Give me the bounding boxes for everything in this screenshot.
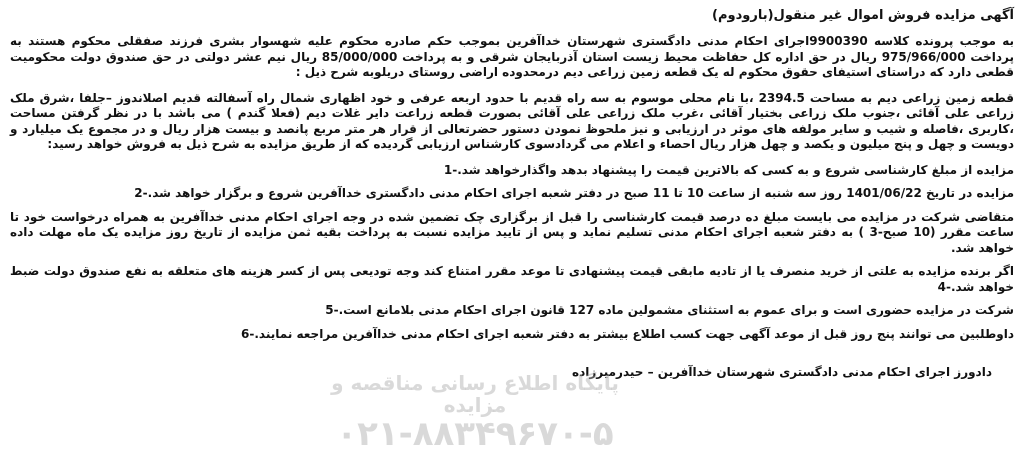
clause-5: شرکت در مزایده حضوری است و برای عموم به استثنای مشمولین ماده 127 قانون اجرای احکام مدنی بلامانع است.-5 <box>325 303 1014 317</box>
property-description: قطعه زمین زراعی دیم به مساحت 2394.5 ،با نام محلی موسوم به سه راه قدیم با حدود اربعه عرفی و خود اظهاری شمال راه آسفالته قدیم اصلاندوز –جلفا ،شرق ملک زراعی علی آقائی ،جنوب ملک زراعی بختیار آقائی ،غرب ملک زراعی علی آقائی بصورت قطعه زراعت دایر غلات دیم (فعلا گندم ) می باشد با در نظر گرفتن مساحت ،کاربری ،فاصله و شیب و سایر مولفه های موثر در ارزیابی و نیز ملحوظ نمودن دستور حضرتعالی از قرار هر متر مربع پانصد و بیست هزار ریال و در مجموع یک میلیارد و دویست و چهل و پنج میلیون و یکصد و چهل هزار ریال احصاء و اعلام می گردادسوی کارشناس ارزیابی گردیده که از طریق مزایده به شرح ذیل به فروش خواهد رسید: <box>10 90 1015 151</box>
watermark <box>310 372 640 452</box>
intro-paragraph: به موجب پرونده کلاسه 9900390اجرای احکام مدنی دادگستری شهرستان خداآفرین بموجب حکم صادره محکوم علیه شهسوار بشری فرزند صفقلی محکوم هستند به پرداخت 975/966/000 ریال در حق اداره کل حفاظت محیط زیست استان آذربایجان شرقی و به پرداخت 85/000/000 ریال نیم عشر دولتی در حق صندوق دولت محکومیت قطعی دارد که دراستای استیفای حقوق محکوم له یک قطعه زمین زراعی دیم درمحدوده اراضی روستای دریلوبه شرح ذیل : <box>10 34 1014 79</box>
watermark-site-name: پایگاه اطلاع رسانی مناقصه و مزایده <box>331 371 619 417</box>
clause-3: متقاضی شرکت در مزایده می بایست مبلغ ده درصد قیمت کارشناسی را قبل از برگزاری چک تضمین شده در وجه اجرای احکام مدنی خداآفرین به همراه درخواست خود تا ساعت مقرر (10 صبح-3 ) به دفتر شعبه اجرای احکام مدنی تسلیم نماید و پس از تایید مزایده نسبت به پرداخت بقیه ثمن مزایده از تاریخ روز مزایده یک ماه مهلت داده خواهد شد. <box>10 209 1014 255</box>
clause-6: داوطلبین می توانند پنج روز قبل از موعد آگهی جهت کسب اطلاع بیشتر به دفتر شعبه اجرای احکام مدنی خداآفرین مراجعه نمایند.-6 <box>241 326 1014 341</box>
clause-4: اگر برنده مزایده به علتی از خرید منصرف یا از تادیه مابقی قیمت پیشنهادی تا موعد مقرر امتناع کند وجه تودیعی پس از کسر هزینه های متعلقه به نفع صندوق دولت ضبط خواهد شد.-4 <box>10 264 1014 294</box>
clause-2: مزایده در تاریخ 1401/06/22 روز سه شنبه از ساعت 10 تا 11 صبح در دفتر شعبه اجرای احکام مدنی دادگستری خداآفرین شروع و برگزار خواهد شد.-2 <box>134 186 1014 200</box>
watermark-phone: ۰۲۱-۸۸۳۴۹۶۷۰-۵ <box>336 414 614 454</box>
clause-1: مزایده از مبلغ کارشناسی شروع و به کسی که بالاترین قیمت را پیشنهاد بدهد واگذارخواهد شد.-1 <box>443 162 1014 177</box>
signature-line: دادورز اجرای احکام مدنی دادگستری شهرستان خداآفرین – حیدرمیرزاده <box>571 365 992 379</box>
notice-title: آگهی مزایده فروش اموال غیر منقول(بارودوم) <box>712 8 1014 23</box>
